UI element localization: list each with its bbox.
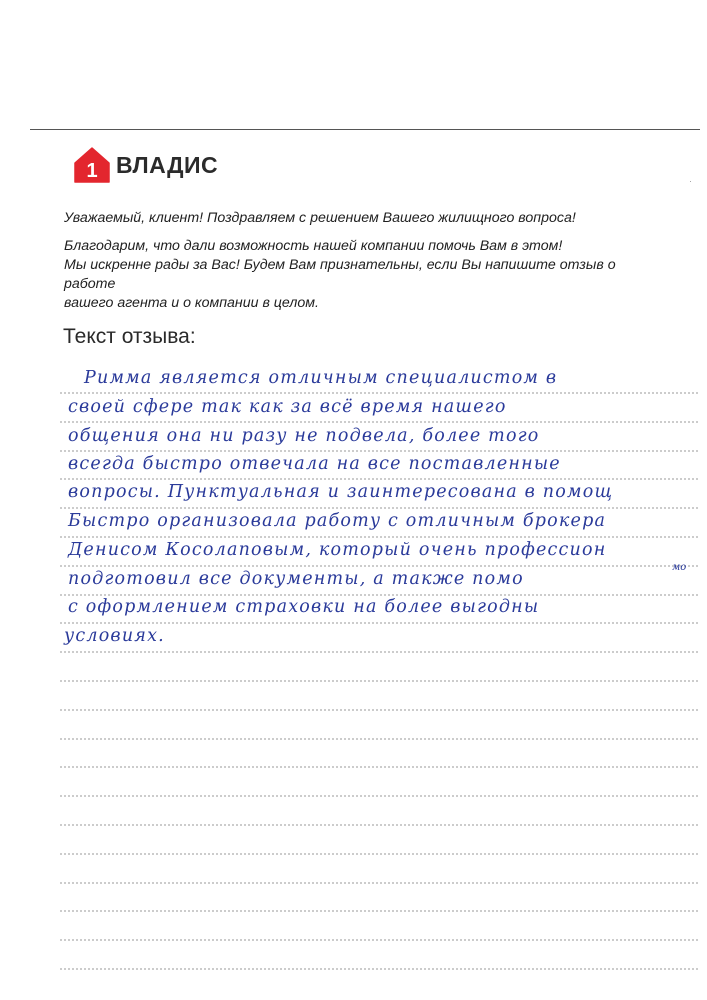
handwritten-line-2: своей сфере так как за всё время нашего <box>68 397 507 417</box>
logo-number: 1 <box>86 160 98 182</box>
handwritten-line-1: Римма является отличным специалистом в <box>84 368 558 388</box>
intro-line-2: Благодарим, что дали возможность нашей компании помочь Вам в этом! <box>64 238 563 254</box>
scan-speck: · <box>689 176 692 186</box>
handwritten-superscript: мо <box>672 562 687 573</box>
intro-line-1: Уважаемый, клиент! Поздравляем с решением Вашего жилищного вопроса! <box>64 210 576 226</box>
handwritten-line-7: Денисом Косолаповым, который очень профессион <box>68 540 607 560</box>
handwritten-line-8: подготовил все документы, а также помо <box>68 569 524 589</box>
handwritten-line-6: Быстро организовала работу с отличным брокера <box>68 511 607 531</box>
intro-line-4: вашего агента и о компании в целом. <box>64 295 319 311</box>
handwritten-line-4: всегда быстро отвечала на все поставленные <box>68 454 561 474</box>
handwritten-line-5: вопросы. Пунктуальная и заинтересована в помощ <box>68 482 614 502</box>
handwritten-line-9: с оформлением страховки на более выгодны <box>68 597 540 617</box>
logo-name: ВЛАДИС <box>116 151 219 178</box>
review-title: Текст отзыва: <box>63 325 196 348</box>
handwritten-line-3: общения она ни разу не подвела, более того <box>68 426 540 446</box>
handwritten-line-10: условиях. <box>64 626 165 646</box>
intro-line-3: Мы искренне рады за Вас! Будем Вам признательны, если Вы напишите отзыв о работе <box>64 257 616 292</box>
